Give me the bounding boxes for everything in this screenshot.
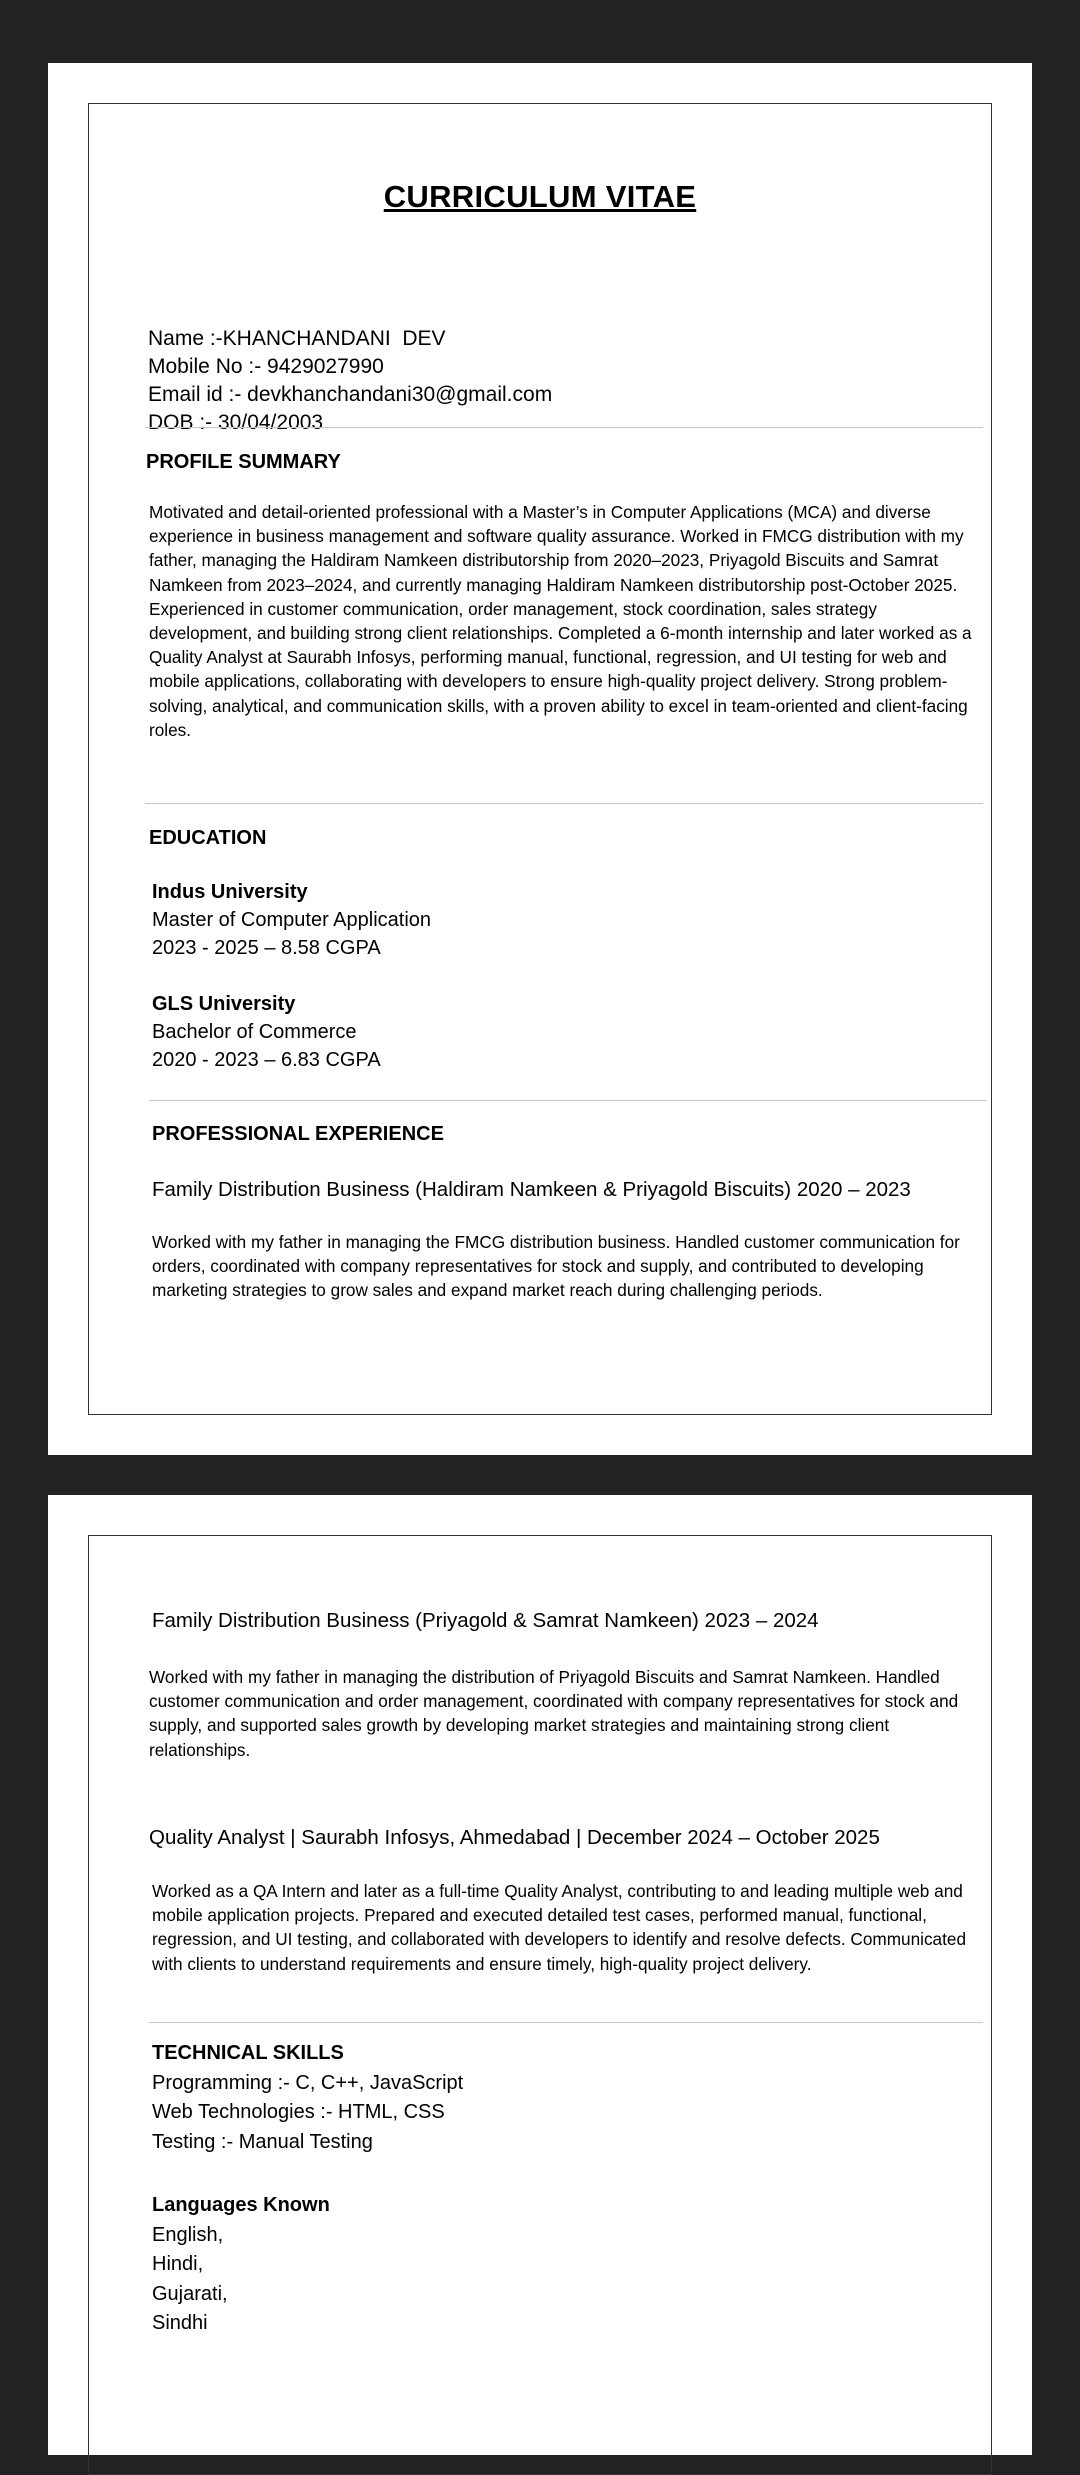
job-title: Family Distribution Business (Priyagold & Samrat Namkeen) 2023 – 2024 [152,1609,819,1632]
document-title: CURRICULUM VITAE [383,179,697,214]
document-page-1 [48,63,1032,1455]
education-heading: EDUCATION [149,827,267,849]
institution-name: Indus University [152,881,308,903]
divider [149,2022,983,2023]
language-item: English, [152,2223,224,2246]
profile-summary-heading: PROFILE SUMMARY [146,451,341,473]
degree-name: Master of Computer Application [152,909,432,931]
languages-heading: Languages Known [152,2194,330,2216]
language-item: Gujarati, [152,2282,228,2305]
degree-name: Bachelor of Commerce [152,1021,357,1043]
job-description: Worked as a QA Intern and later as a full-time Quality Analyst, contributing to and leading multiple web and mobile application projects. Prepared and executed detailed test cases, performed manual, functional, regression, and UI testing, and collaborated with developers to identify and resolve defects. Communicated with clients to understand requirements and ensure timely, high-quality project delivery. [152,1881,966,1974]
name-line: Name :-KHANCHANDANI DEV [148,327,446,350]
divider [145,803,983,804]
institution-name: GLS University [152,993,296,1015]
language-item: Hindi, [152,2253,204,2275]
education-item [152,990,381,1074]
skill-item: Programming :- C, C++, JavaScript [152,2071,464,2094]
divider [149,1100,987,1101]
education-item [152,878,431,962]
job-title: Family Distribution Business (Haldiram Namkeen & Priyagold Biscuits) 2020 – 2023 [152,1178,911,1201]
page-border [88,103,992,1415]
profile-summary-text: Motivated and detail-oriented professional with a Master’s in Computer Applications (MCA) and diverse experience in business management and software quality assurance. Worked in FMCG distribution with my father, managing the Haldiram Namkeen distributorship from 2020–2023, Priyagold Biscuits and Samrat Namkeen from 2023–2024, and currently managing Haldiram Namkeen distributorship post-October 2025. Experienced in customer communication, order management, stock coordination, sales strategy development, and building strong client relationships. Completed a 6-month internship and later worked as a Quality Analyst at Saurabh Infosys, performing manual, functional, regression, and UI testing for web and mobile applications, collaborating with developers to ensure high-quality project delivery. Strong problem-solving, analytical, and communication skills, with a proven ability to excel in team-oriented and client-facing roles. [149,502,972,740]
skills-heading: TECHNICAL SKILLS [152,2042,344,2064]
education-detail: 2023 - 2025 – 8.58 CGPA [152,937,381,959]
job-description: Worked with my father in managing the FMCG distribution business. Handled customer communication for orders, coordinated with company representatives for stock and supply, and contributed to developing marketing strategies to grow sales and expand market reach during challenging periods. [152,1232,960,1301]
education-detail: 2020 - 2023 – 6.83 CGPA [152,1049,381,1071]
languages-known [152,2191,330,2339]
skill-item: Web Technologies :- HTML, CSS [152,2101,445,2123]
personal-info [148,325,552,437]
experience-heading: PROFESSIONAL EXPERIENCE [152,1123,444,1145]
language-item: Sindhi [152,2312,208,2334]
skill-item: Testing :- Manual Testing [152,2130,373,2153]
job-title: Quality Analyst | Saurabh Infosys, Ahmedabad | December 2024 – October 2025 [149,1826,880,1849]
document-page-2 [48,1495,1032,2455]
technical-skills [152,2039,463,2157]
mobile-line: Mobile No :- 9429027990 [148,355,384,378]
email-line: Email id :- devkhanchandani30@gmail.com [148,383,553,406]
dob-line: DOB :- 30/04/2003 [148,411,324,434]
divider [145,427,983,428]
job-description: Worked with my father in managing the distribution of Priyagold Biscuits and Samrat Namkeen. Handled customer communication and order management, coordinated with company representatives for stock and supply, and supported sales growth by developing market strategies and maintaining strong client relationships. [149,1667,959,1760]
